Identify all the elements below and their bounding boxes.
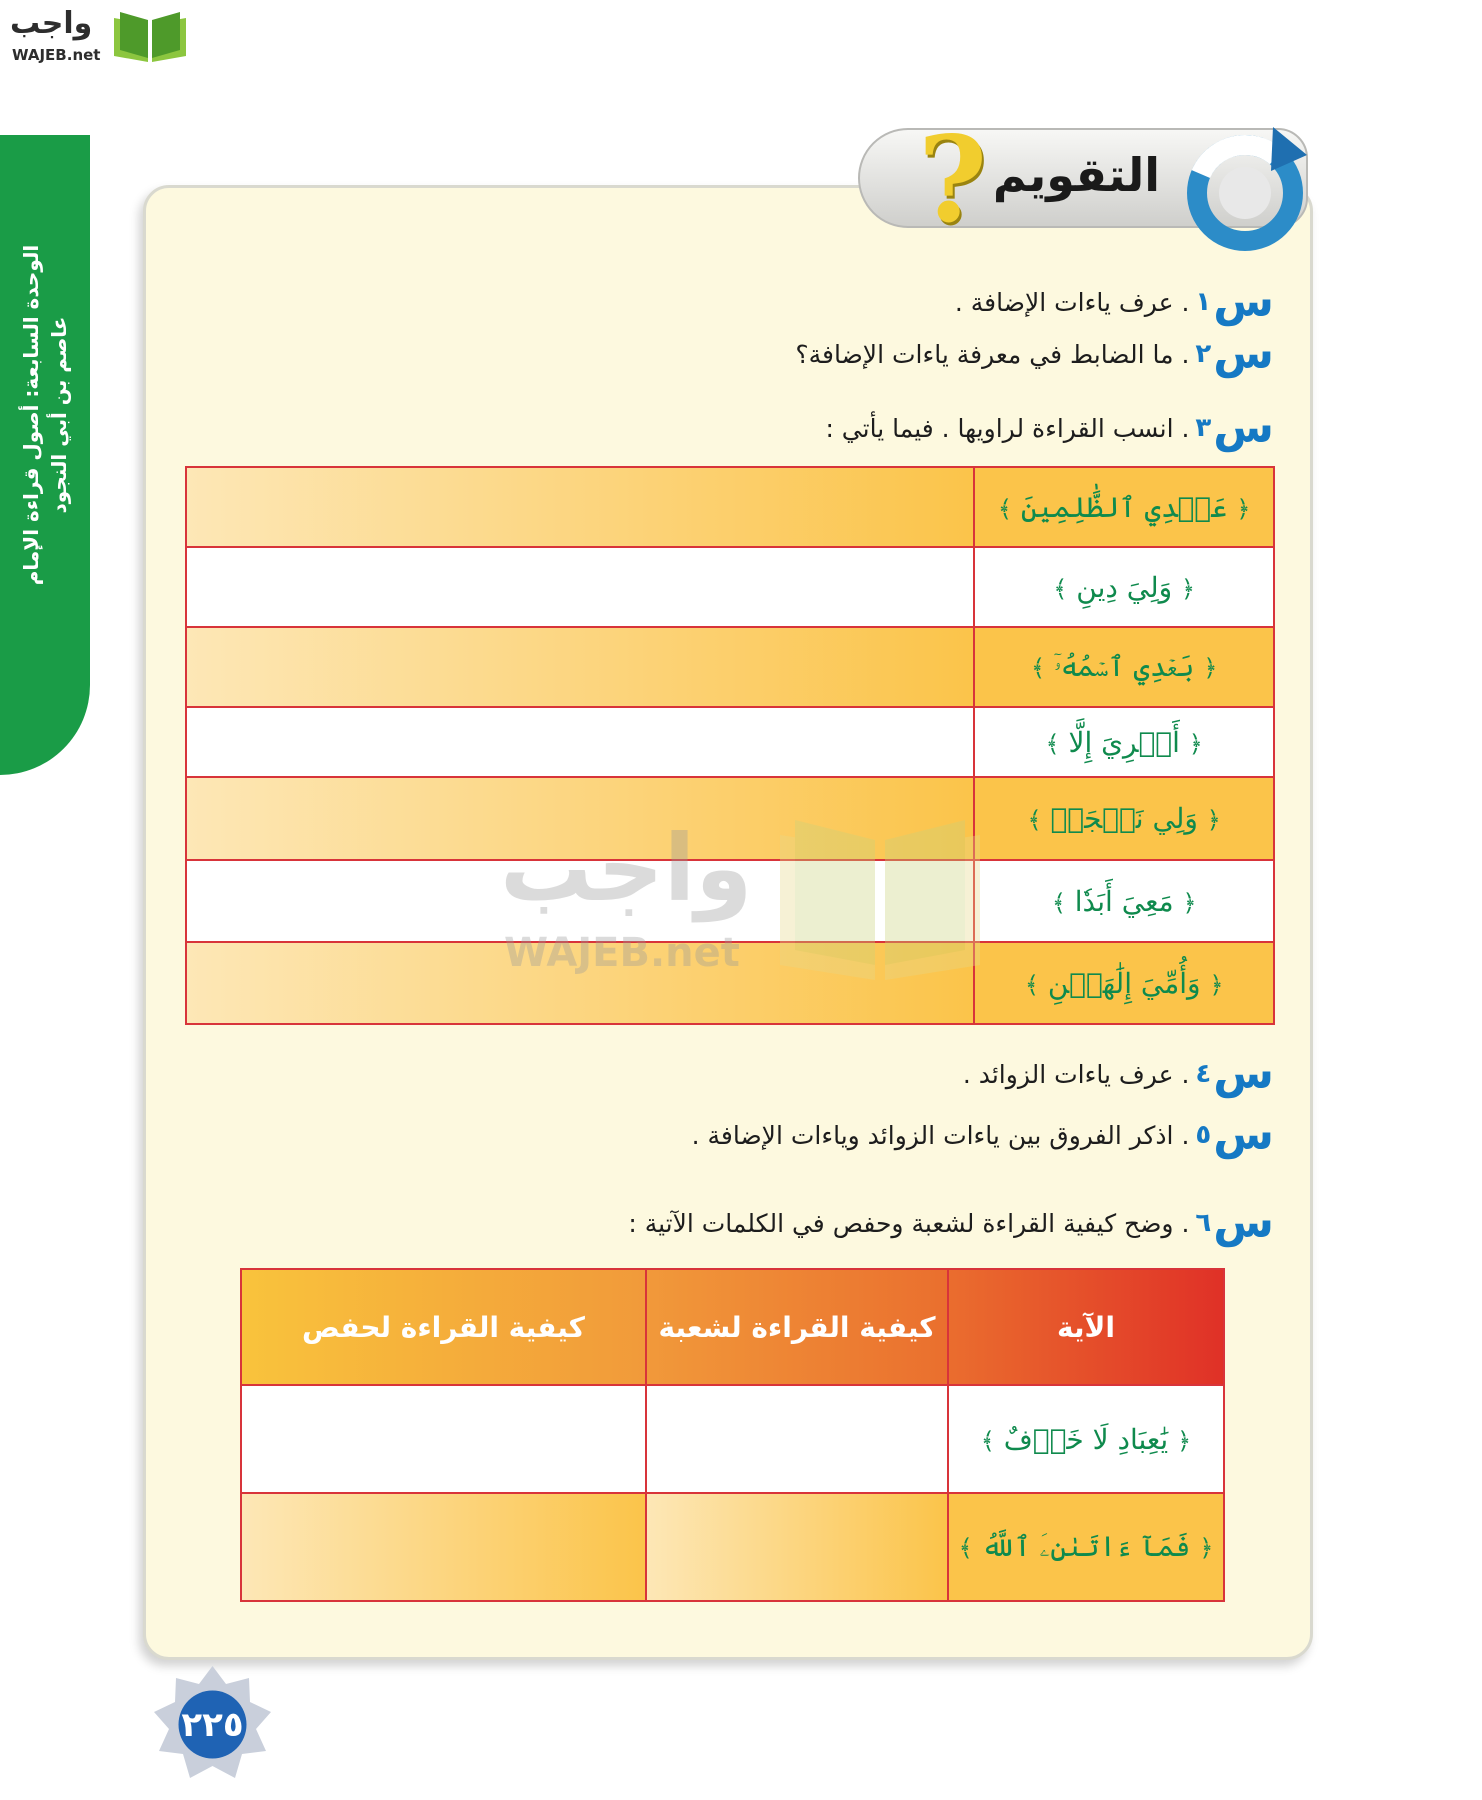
ayah-cell: ﴿ عَهۡدِي ٱلظَّٰلِمِينَ ﴾ [974, 467, 1274, 547]
hafs-answer-cell[interactable] [241, 1493, 646, 1601]
question-badge-icon: س [1213, 402, 1274, 453]
question-number: ٣ [1195, 413, 1212, 443]
question-2 [795, 328, 1274, 379]
table-row [186, 547, 1274, 627]
question-text: . انسب القراءة لراويها . فيما يأتي : [825, 413, 1190, 443]
header-shuba: كيفية القراءة لشعبة [646, 1269, 948, 1385]
question-mark-icon: ? [918, 110, 988, 249]
question-number: ٢ [1195, 339, 1212, 369]
watermark-latin: WAJEB.net [504, 930, 740, 976]
ayah-cell: ﴿ فَمَآ ءَاتَىٰنِۦَ ٱللَّهُ ﴾ [948, 1493, 1224, 1601]
book-icon [110, 8, 190, 64]
table-row [241, 1493, 1224, 1601]
question-text: . اذكر الفروق بين ياءات الزوائد وياءات الإضافة . [691, 1120, 1190, 1150]
question-6 [628, 1197, 1274, 1248]
answer-cell[interactable] [186, 627, 974, 707]
page-number-badge [150, 1662, 275, 1787]
question-text: . عرف ياءات الإضافة . [954, 287, 1190, 317]
header-hafs: كيفية القراءة لحفص [241, 1269, 646, 1385]
question-text: . عرف ياءات الزوائد . [962, 1059, 1190, 1089]
question-text: . ما الضابط في معرفة ياءات الإضافة؟ [795, 339, 1190, 369]
question-3 [825, 402, 1274, 453]
question-5 [691, 1109, 1274, 1160]
question-badge-icon: س [1213, 1109, 1274, 1160]
refresh-arrow-icon [1175, 115, 1315, 255]
question-number: ٦ [1195, 1208, 1212, 1238]
question-badge-icon: س [1213, 1048, 1274, 1099]
question-number: ٥ [1195, 1120, 1212, 1150]
logo-latin-text: WAJEB.net [12, 46, 101, 64]
table-header-row [241, 1269, 1224, 1385]
question-number: ١ [1195, 287, 1212, 317]
shuba-answer-cell[interactable] [646, 1493, 948, 1601]
question-1 [954, 276, 1274, 327]
ayah-cell: ﴿ أَجۡرِيَ إِلَّا ﴾ [974, 707, 1274, 777]
table-row [186, 627, 1274, 707]
ayah-cell: ﴿ وَلِيَ دِينِ ﴾ [974, 547, 1274, 627]
reading-method-table [240, 1268, 1225, 1602]
table-row [241, 1385, 1224, 1493]
question-4 [962, 1048, 1274, 1099]
shuba-answer-cell[interactable] [646, 1385, 948, 1493]
table-row [186, 707, 1274, 777]
watermark-book-icon [770, 815, 990, 985]
ayah-cell: ﴿ وَأُمِّيَ إِلَٰهَيۡنِ ﴾ [974, 942, 1274, 1024]
ayah-cell: ﴿ مَعِيَ أَبَدٗا ﴾ [974, 860, 1274, 942]
answer-cell[interactable] [186, 547, 974, 627]
ayah-cell: ﴿ يَٰعِبَادِ لَا خَوۡفٌ ﴾ [948, 1385, 1224, 1493]
watermark-arabic: واجب [500, 815, 753, 922]
wajeb-logo[interactable] [10, 6, 190, 66]
answer-cell[interactable] [186, 707, 974, 777]
unit-title-line2: عاصم بن أبي النجود [47, 316, 71, 514]
ayah-cell: ﴿ وَلِي نَعۡجَةٞ ﴾ [974, 777, 1274, 860]
page-number: ٢٢٥ [181, 1704, 244, 1745]
watermark [500, 815, 1000, 985]
question-badge-icon: س [1213, 1197, 1274, 1248]
question-text: . وضح كيفية القراءة لشعبة وحفص في الكلمات الآتية : [628, 1208, 1190, 1238]
question-number: ٤ [1195, 1059, 1212, 1089]
hafs-answer-cell[interactable] [241, 1385, 646, 1493]
logo-arabic-text: واجب [10, 6, 93, 41]
header-ayah: الآية [948, 1269, 1224, 1385]
ayah-cell: ﴿ بَعۡدِي ٱسۡمُهُۥٓ ﴾ [974, 627, 1274, 707]
unit-title-line1: الوحدة السابعة: أصول قراءة الإمام [19, 244, 43, 586]
table-row [186, 467, 1274, 547]
question-badge-icon: س [1213, 276, 1274, 327]
answer-cell[interactable] [186, 467, 974, 547]
section-title: التقويم [992, 148, 1160, 202]
question-badge-icon: س [1213, 328, 1274, 379]
unit-side-tab [0, 135, 90, 775]
